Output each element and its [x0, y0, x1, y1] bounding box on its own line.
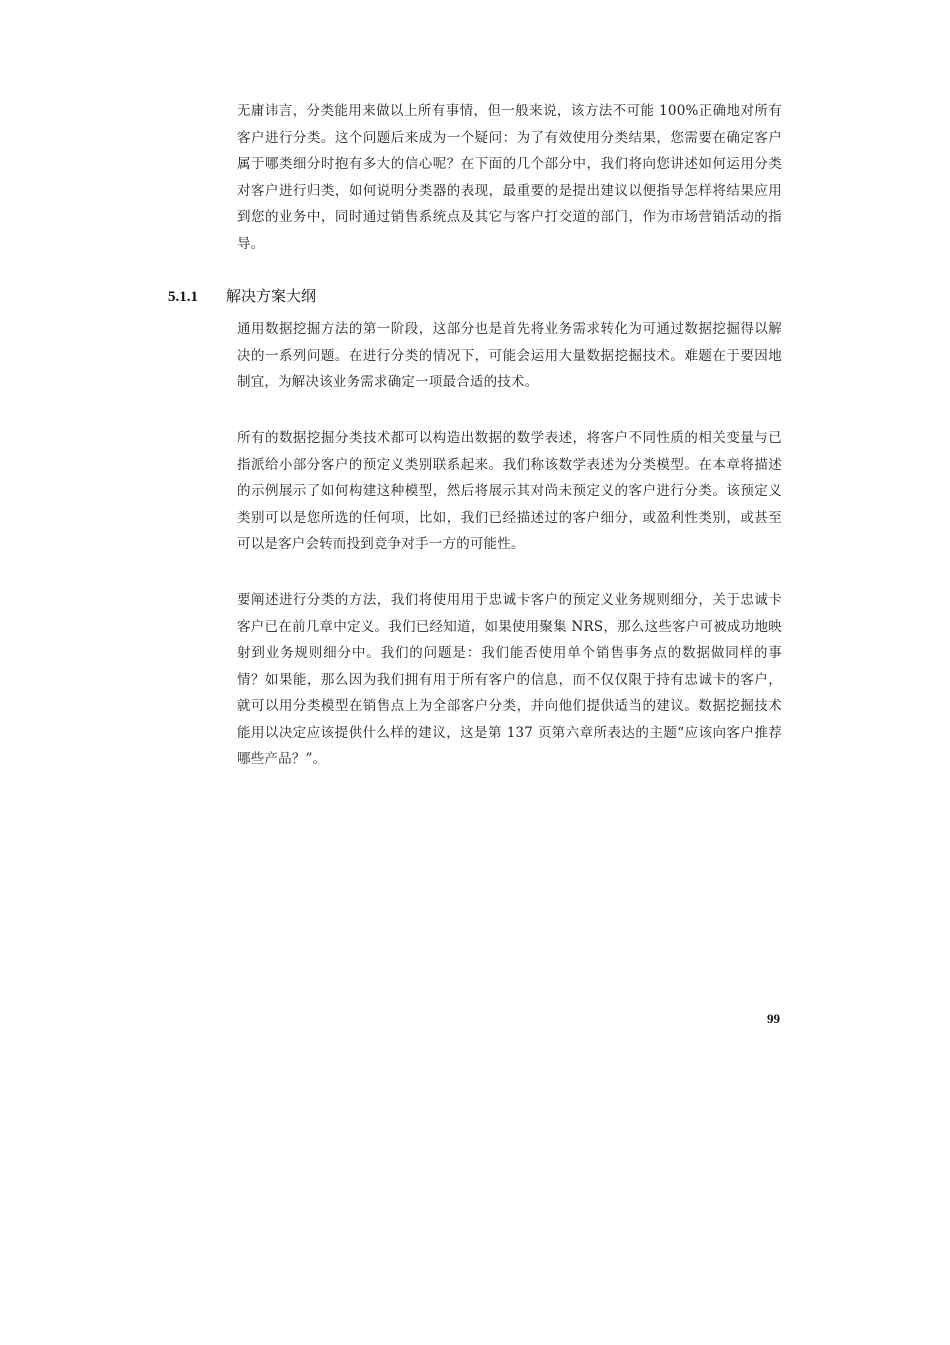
section-heading [168, 285, 316, 306]
section-number: 5.1.1 [168, 289, 198, 305]
intro-paragraph: 无庸讳言，分类能用来做以上所有事情，但一般来说，该方法不可能 100%正确地对所有客户进行分类。这个问题后来成为一个疑问：为了有效使用分类结果，您需要在确定客户属于哪类细分时抱有多大的信心呢？在下面的几个部分中，我们将向您讲述如何运用分类对客户进行归类，如何说明分类器的表现，最重要的是提出建议以便指导怎样将结果应用到您的业务中，同时通过销售系统点及其它与客户打交道的部门，作为市场营销活动的指导。 [237, 103, 782, 252]
section-title: 解决方案大纲 [226, 287, 317, 305]
classification-model-paragraph: 所有的数据挖掘分类技术都可以构造出数据的数学表述，将客户不同性质的相关变量与已指派给小部分客户的预定义类别联系起来。我们称该数学表述为分类模型。在本章将描述的示例展示了如何构建这种模型，然后将展示其对尚未预定义的客户进行分类。该预定义类别可以是您所选的任何项，比如，我们已经描述过的客户细分，或盈利性类别，或甚至可以是客户会转而投到竞争对手一方的可能性。 [237, 430, 782, 552]
loyalty-card-paragraph: 要阐述进行分类的方法，我们将使用用于忠诚卡客户的预定义业务规则细分，关于忠诚卡客户已在前几章中定义。我们已经知道，如果使用聚集 NRS，那么这些客户可被成功地映射到业务规则细分中。我们的问题是：我们能否使用单个销售事务点的数据做同样的事情？如果能，那么因为我们拥有用于所有客户的信息，而不仅仅限于持有忠诚卡的客户，就可以用分类模型在销售点上为全部客户分类，并向他们提供适当的建议。数据挖掘技术能用以决定应该提供什么样的建议，这是第 137 页第六章所表达的主题“应该向客户推荐哪些产品？”。 [237, 592, 782, 767]
page-number: 99 [767, 1011, 780, 1026]
solution-outline-paragraph: 通用数据挖掘方法的第一阶段，这部分也是首先将业务需求转化为可通过数据挖掘得以解决的一系列问题。在进行分类的情况下，可能会运用大量数据挖掘技术。难题在于要因地制宜，为解决该业务需求确定一项最合适的技术。 [237, 321, 782, 390]
